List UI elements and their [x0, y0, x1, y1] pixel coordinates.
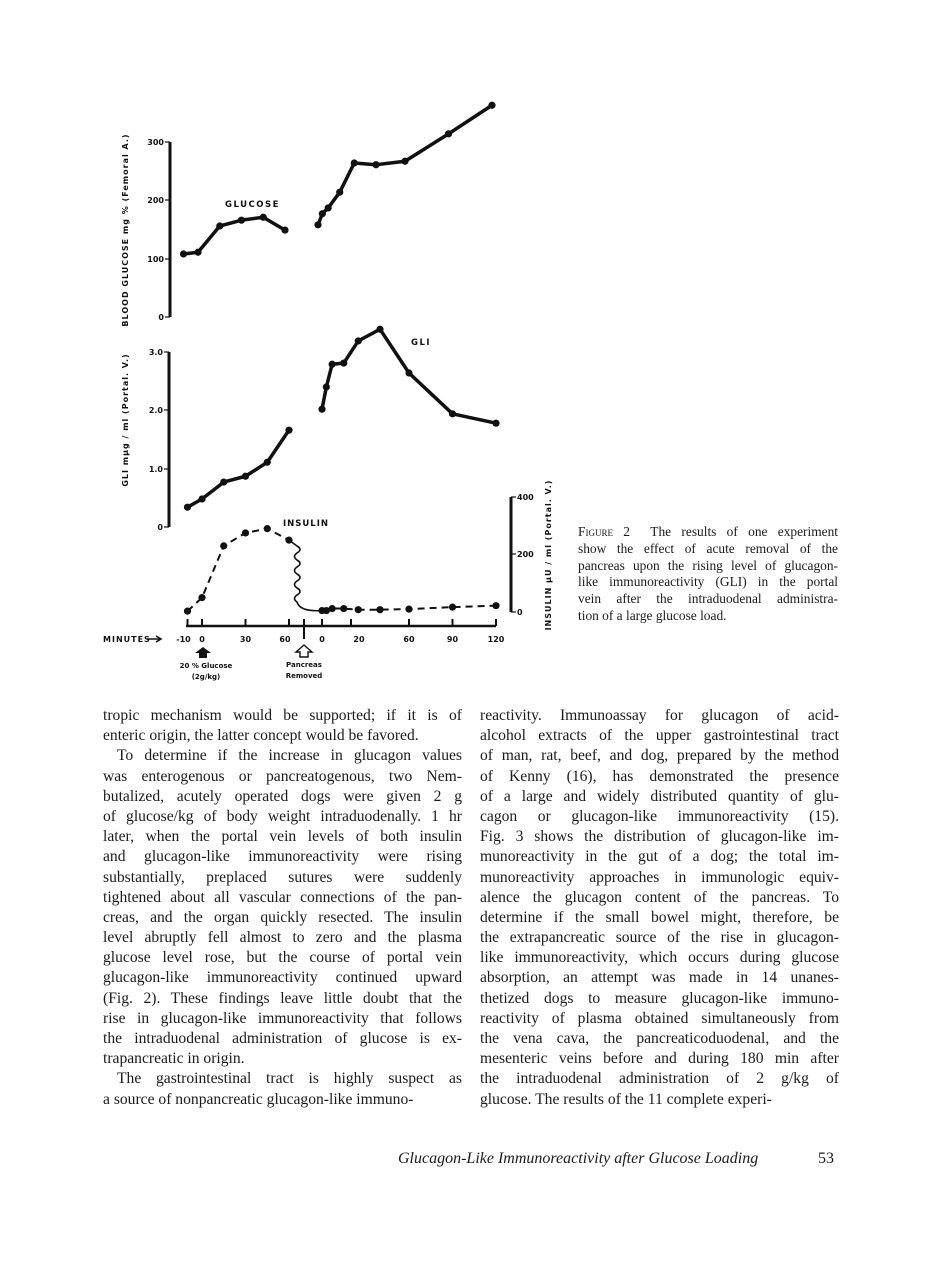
- x-tick-label: 120: [487, 635, 505, 644]
- annotation-glucose: (2g/kg): [191, 673, 221, 681]
- series-label-glucose: GLUCOSE: [225, 200, 280, 210]
- text-line: enteric origin, the latter concept would be favored.: [103, 727, 419, 745]
- text-line: of man, rat, beef, and dog, prepared by the method: [480, 747, 839, 765]
- data-point-insulin: [355, 606, 362, 613]
- text-line: glucose. The results of the 11 complete experi-: [480, 1090, 772, 1108]
- data-point-gli: [318, 406, 325, 413]
- text-line: of Kenny (16), has demonstrated the presence: [480, 767, 839, 785]
- caption-line: show the effect of acute removal of the: [578, 540, 838, 556]
- data-point-insulin: [449, 604, 456, 611]
- series-label-insulin: INSULIN: [283, 519, 329, 529]
- y-tick-label: 0: [157, 523, 163, 532]
- text-line: munoreactivity approaches in immunologic equiv-: [480, 868, 839, 886]
- data-point-glucose: [260, 214, 267, 221]
- data-point-insulin: [329, 605, 336, 612]
- text-line: glucagon-like immunoreactivity continued upward: [103, 969, 462, 987]
- text-line: mesenteric veins before and during 180 min after: [480, 1050, 839, 1068]
- text-line: substantially, preplaced sutures were suddenly: [103, 868, 462, 886]
- text-line: alcohol extracts of the upper gastrointestinal tract: [480, 727, 839, 745]
- y-tick-label: 2.0: [148, 406, 163, 415]
- text-line: was enterogenous or pancreatogenous, two Nem-: [103, 767, 462, 785]
- y-tick-label: 300: [147, 138, 164, 147]
- glucose-arrow-icon: [195, 647, 211, 658]
- annotation-pancreas: Removed: [285, 672, 323, 680]
- text-line: a source of nonpancreatic glucagon-like immuno-: [103, 1090, 414, 1108]
- data-point-glucose: [281, 226, 288, 233]
- data-point-gli: [264, 459, 271, 466]
- text-line: determine if the small bowel might, therefore, be: [480, 908, 839, 926]
- data-point-glucose: [336, 189, 343, 196]
- y-tick-label: 0: [517, 608, 523, 617]
- data-point-gli: [492, 420, 499, 427]
- data-point-insulin: [376, 606, 383, 613]
- text-line: glucose level rose, but the course of portal vein: [103, 949, 462, 967]
- series-label-gli: GLI: [411, 338, 432, 348]
- data-point-glucose: [351, 159, 358, 166]
- body-column-right: [480, 706, 839, 1110]
- text-line: tightened about all vascular connections of the pan-: [103, 888, 462, 906]
- data-point-glucose: [216, 222, 223, 229]
- figure-caption: [578, 524, 838, 625]
- annotation-glucose: 20 % Glucose: [179, 662, 233, 670]
- text-line: absorption, an attempt was made in 14 unanes-: [480, 969, 839, 987]
- data-point-glucose: [314, 221, 321, 228]
- data-point-gli: [198, 495, 205, 502]
- data-point-gli: [242, 473, 249, 480]
- running-title: Glucagon-Like Immunoreactivity after Glucose Loading: [398, 1150, 759, 1167]
- y-tick-label: 100: [147, 255, 164, 264]
- caption-line: vein after the intraduodenal administra-: [578, 591, 838, 607]
- text-line: To determine if the increase in glucagon values: [117, 747, 462, 765]
- y-tick-label: 200: [517, 550, 534, 559]
- text-line: The gastrointestinal tract is highly suspect as: [117, 1070, 462, 1088]
- y-tick-label: 400: [517, 493, 534, 502]
- body-column-left: [103, 706, 462, 1110]
- annotation-pancreas: Pancreas: [286, 661, 322, 669]
- x-tick-label: -10: [176, 635, 191, 644]
- text-line: later, when the portal vein levels of both insulin: [103, 828, 462, 846]
- data-point-glucose: [180, 250, 187, 257]
- caption-line: The results of one experiment: [650, 524, 838, 539]
- y-tick-label: 0: [158, 313, 164, 322]
- data-point-gli: [184, 504, 191, 511]
- text-line: trapancreatic in origin.: [103, 1050, 245, 1068]
- x-tick-label: 60: [279, 635, 291, 644]
- text-line: rise in glucagon-like immunoreactivity that follows: [103, 1009, 462, 1027]
- text-line: of glucose/kg of body weight intraduodenally. 1 hr: [103, 807, 462, 825]
- text-line: (Fig. 2). These findings leave little doubt that the: [103, 989, 462, 1007]
- y-tick-label: 1.0: [148, 465, 163, 474]
- text-line: creas, and the organ quickly resected. The insulin: [103, 908, 462, 926]
- text-line: of a large and widely distributed quantity of glu-: [480, 787, 839, 805]
- text-line: reactivity of plasma obtained simultaneously from: [480, 1009, 839, 1027]
- data-point-glucose: [194, 249, 201, 256]
- text-line: cagon or glucagon-like immunoreactivity (15).: [480, 807, 839, 825]
- x-tick-label: 30: [239, 635, 252, 644]
- caption-line: pancreas upon the rising level of glucagon-: [578, 557, 838, 573]
- caption-line: tion of a large glucose load.: [578, 607, 727, 623]
- x-tick-label: 20: [353, 635, 365, 644]
- x-tick-label: 0: [199, 635, 205, 644]
- y-axis-title: GLI mμg / ml (Portal. V.): [121, 353, 130, 487]
- text-line: tropic mechanism would be supported; if it is of: [103, 707, 462, 724]
- data-point-gli: [449, 410, 456, 417]
- data-point-insulin: [220, 542, 227, 549]
- data-point-gli: [405, 369, 412, 376]
- data-point-glucose: [488, 102, 495, 109]
- data-point-glucose: [325, 204, 332, 211]
- data-point-insulin: [264, 525, 271, 532]
- data-point-glucose: [319, 210, 326, 217]
- data-point-insulin: [405, 606, 412, 613]
- x-tick-label: 0: [319, 635, 325, 644]
- data-point-gli: [285, 427, 292, 434]
- text-line: and glucagon-like immunoreactivity were rising: [103, 848, 462, 866]
- text-line: level abruptly fell almost to zero and the plasma: [103, 929, 462, 947]
- y-axis-title: INSULIN μU / ml (Portal. V.): [544, 479, 553, 631]
- series-line-glucose-post: [318, 105, 492, 225]
- data-point-insulin: [198, 594, 205, 601]
- x-tick-label: 90: [446, 635, 459, 644]
- text-line: thetized dogs to measure glucagon-like immuno-: [480, 989, 839, 1007]
- data-point-insulin: [184, 608, 191, 615]
- text-line: Fig. 3 shows the distribution of glucagon-like im-: [480, 828, 839, 846]
- y-tick-label: 200: [147, 196, 164, 205]
- pancreas-arrow-icon: [296, 645, 312, 657]
- text-line: the vena cava, the pancreaticoduodenal, and the: [480, 1030, 839, 1047]
- data-point-glucose: [372, 161, 379, 168]
- x-axis-title: MINUTES: [103, 635, 151, 644]
- data-point-gli: [329, 361, 336, 368]
- data-point-insulin: [492, 602, 499, 609]
- data-point-insulin: [242, 529, 249, 536]
- text-line: butalized, acutely operated dogs were given 2 g: [103, 787, 462, 805]
- y-axis-title: BLOOD GLUCOSE mg % (Femoral A.): [121, 133, 130, 327]
- caption-label: Figure 2: [578, 524, 630, 539]
- text-line: munoreactivity in the gut of a dog; the total im-: [480, 848, 839, 866]
- series-line-glucose-pre: [184, 217, 286, 254]
- text-line: reactivity. Immunoassay for glucagon of acid-: [480, 707, 839, 724]
- data-point-gli: [355, 337, 362, 344]
- page-number: 53: [818, 1150, 834, 1167]
- caption-line: like immunoreactivity (GLI) in the portal: [578, 574, 838, 590]
- x-tick-label: 60: [403, 635, 415, 644]
- text-line: like immunoreactivity, which occurs during glucose: [480, 949, 839, 967]
- insulin-drop-line: [289, 540, 322, 611]
- y-tick-label: 3.0: [148, 348, 163, 357]
- data-point-gli: [376, 326, 383, 333]
- data-point-gli: [340, 359, 347, 366]
- data-point-glucose: [445, 130, 452, 137]
- text-line: the intraduodenal administration of glucose is ex-: [103, 1030, 462, 1047]
- data-point-gli: [220, 478, 227, 485]
- data-point-glucose: [238, 217, 245, 224]
- data-point-gli: [323, 383, 330, 390]
- text-line: the intraduodenal administration of 2 g/kg of: [480, 1070, 839, 1088]
- data-point-insulin: [340, 605, 347, 612]
- text-line: the extrapancreatic source of the rise in glucagon-: [480, 929, 839, 947]
- data-point-glucose: [401, 158, 408, 165]
- text-line: alence the glucagon content of the pancreas. To: [480, 888, 839, 906]
